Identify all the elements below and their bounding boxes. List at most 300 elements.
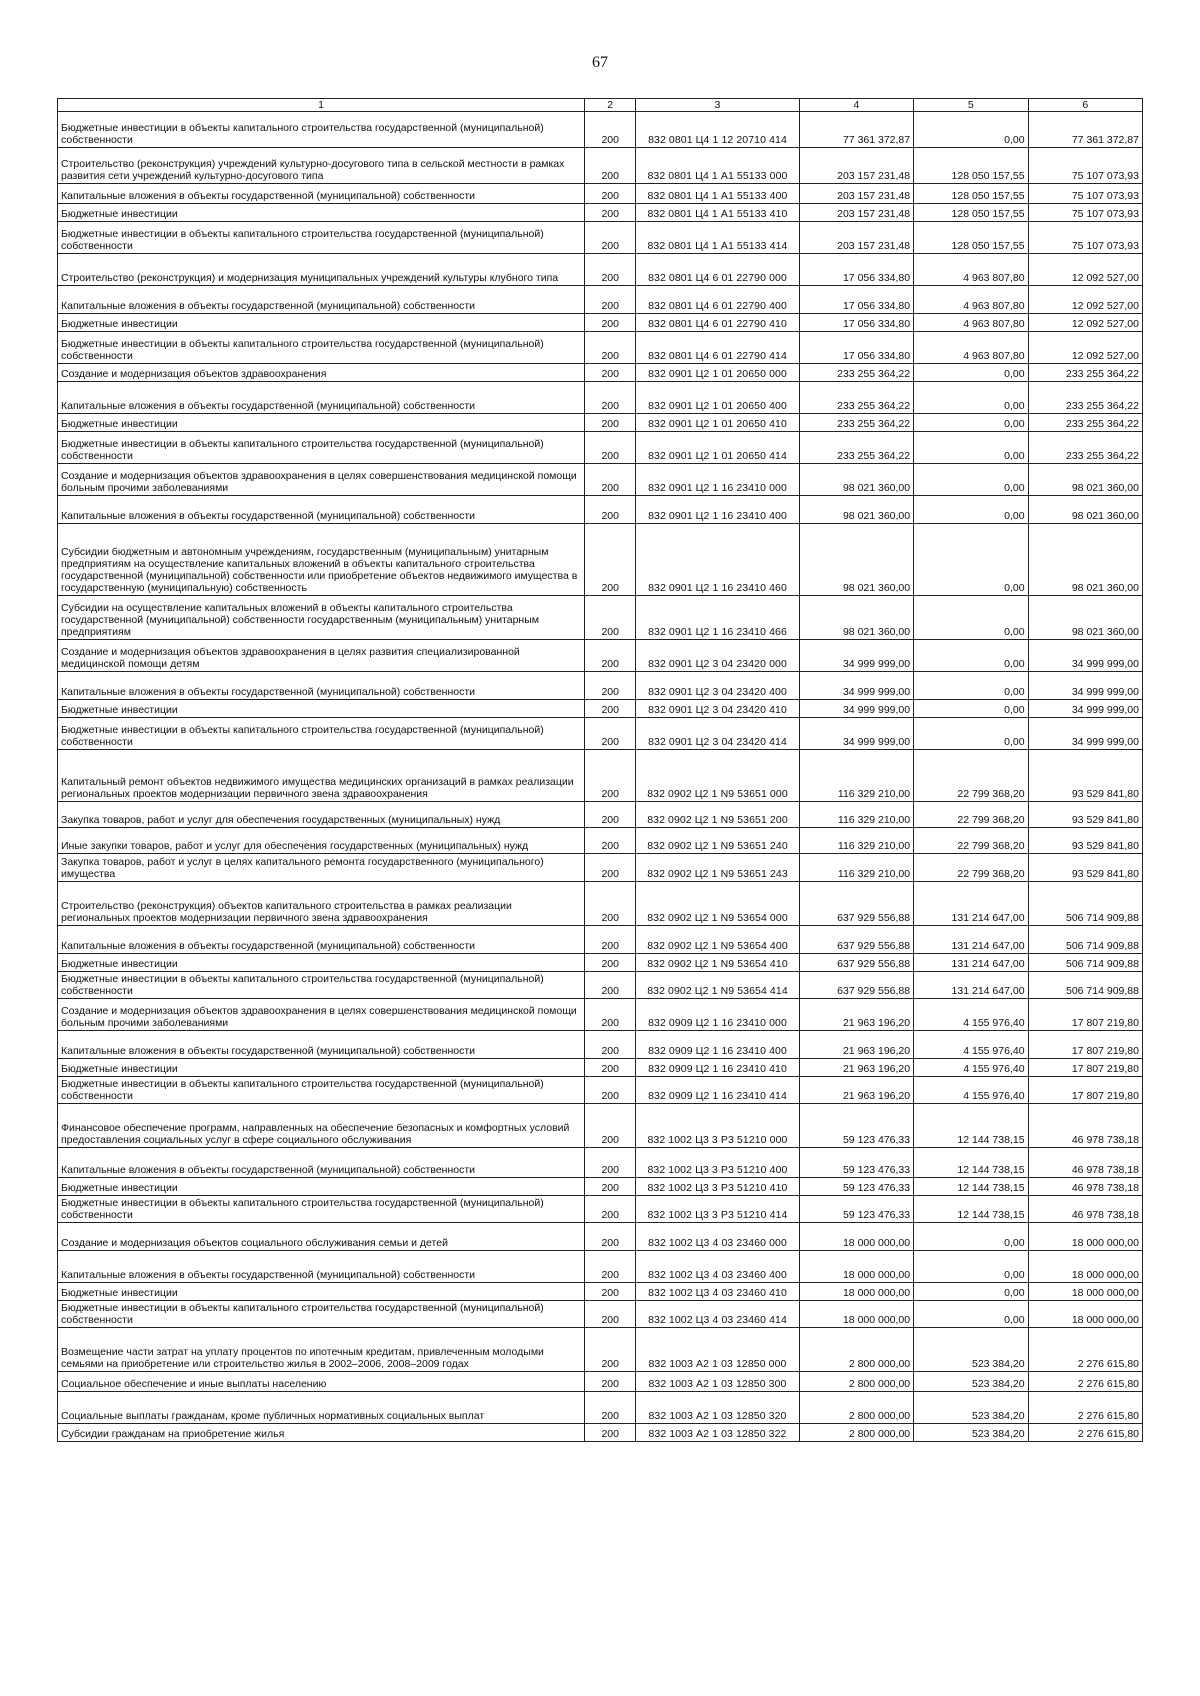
table-row <box>58 286 1143 314</box>
table-row <box>58 972 1143 999</box>
row-amount-col6: 233 255 364,22 <box>1028 364 1142 382</box>
row-amount-col5: 0,00 <box>914 700 1028 718</box>
row-amount-col4: 98 021 360,00 <box>799 524 913 596</box>
row-budget-code: 832 0909 Ц2 1 16 23410 410 <box>636 1059 799 1077</box>
row-admin-code: 200 <box>585 1077 636 1104</box>
row-name: Субсидии бюджетным и автономным учреждениям, государственным (муниципальным) унитарным предприятиям на осуществление капитальных вложений в объекты капитального строительства государственной (муниципальной) собственности или приобретение объектов недвижимого имущества в государственную (муниципальную) собственность <box>58 524 585 596</box>
row-amount-col4: 18 000 000,00 <box>799 1283 913 1301</box>
row-amount-col6: 93 529 841,80 <box>1028 802 1142 828</box>
row-budget-code: 832 0801 Ц4 1 А1 55133 400 <box>636 184 799 204</box>
row-amount-col6: 2 276 615,80 <box>1028 1328 1142 1372</box>
row-budget-code: 832 0901 Ц2 3 04 23420 000 <box>636 640 799 672</box>
row-admin-code: 200 <box>585 496 636 524</box>
row-amount-col4: 59 123 476,33 <box>799 1148 913 1178</box>
row-name: Строительство (реконструкция) и модернизация муниципальных учреждений культуры клубного типа <box>58 254 585 286</box>
row-name: Бюджетные инвестиции <box>58 700 585 718</box>
row-amount-col4: 77 361 372,87 <box>799 112 913 148</box>
row-amount-col6: 12 092 527,00 <box>1028 332 1142 364</box>
row-budget-code: 832 0902 Ц2 1 N9 53651 200 <box>636 802 799 828</box>
row-amount-col6: 93 529 841,80 <box>1028 828 1142 854</box>
row-budget-code: 832 0801 Ц4 1 А1 55133 414 <box>636 222 799 254</box>
row-amount-col5: 0,00 <box>914 596 1028 640</box>
row-amount-col6: 98 021 360,00 <box>1028 524 1142 596</box>
row-name: Бюджетные инвестиции <box>58 954 585 972</box>
row-amount-col5: 128 050 157,55 <box>914 184 1028 204</box>
row-admin-code: 200 <box>585 414 636 432</box>
row-amount-col4: 59 123 476,33 <box>799 1178 913 1196</box>
row-amount-col5: 22 799 368,20 <box>914 854 1028 882</box>
row-name: Бюджетные инвестиции в объекты капитального строительства государственной (муниципальной) собственности <box>58 332 585 364</box>
row-admin-code: 200 <box>585 524 636 596</box>
row-amount-col6: 17 807 219,80 <box>1028 1031 1142 1059</box>
row-name: Бюджетные инвестиции в объекты капитального строительства государственной (муниципальной) собственности <box>58 432 585 464</box>
row-budget-code: 832 0901 Ц2 1 01 20650 400 <box>636 382 799 414</box>
row-budget-code: 832 1002 Ц3 4 03 23460 414 <box>636 1301 799 1328</box>
row-amount-col6: 18 000 000,00 <box>1028 1283 1142 1301</box>
row-name: Капитальные вложения в объекты государственной (муниципальной) собственности <box>58 672 585 700</box>
row-amount-col6: 93 529 841,80 <box>1028 750 1142 802</box>
row-amount-col6: 46 978 738,18 <box>1028 1178 1142 1196</box>
row-budget-code: 832 0901 Ц2 3 04 23420 400 <box>636 672 799 700</box>
table-row <box>58 1301 1143 1328</box>
row-name: Социальные выплаты гражданам, кроме публичных нормативных социальных выплат <box>58 1392 585 1424</box>
row-amount-col5: 0,00 <box>914 382 1028 414</box>
row-amount-col5: 0,00 <box>914 718 1028 750</box>
row-budget-code: 832 0901 Ц2 3 04 23420 410 <box>636 700 799 718</box>
row-amount-col4: 17 056 334,80 <box>799 332 913 364</box>
row-budget-code: 832 1002 Ц3 4 03 23460 410 <box>636 1283 799 1301</box>
row-amount-col4: 2 800 000,00 <box>799 1424 913 1442</box>
row-admin-code: 200 <box>585 700 636 718</box>
row-amount-col5: 22 799 368,20 <box>914 750 1028 802</box>
row-admin-code: 200 <box>585 464 636 496</box>
table-row <box>58 524 1143 596</box>
row-amount-col5: 0,00 <box>914 496 1028 524</box>
row-amount-col4: 98 021 360,00 <box>799 464 913 496</box>
row-budget-code: 832 0801 Ц4 1 А1 55133 410 <box>636 204 799 222</box>
row-amount-col5: 0,00 <box>914 432 1028 464</box>
row-amount-col6: 17 807 219,80 <box>1028 1077 1142 1104</box>
row-amount-col6: 18 000 000,00 <box>1028 1251 1142 1283</box>
row-amount-col5: 4 155 976,40 <box>914 1077 1028 1104</box>
row-amount-col5: 4 963 807,80 <box>914 332 1028 364</box>
row-name: Создание и модернизация объектов здравоохранения в целях развития специализированной медицинской помощи детям <box>58 640 585 672</box>
row-amount-col5: 0,00 <box>914 414 1028 432</box>
table-row <box>58 414 1143 432</box>
row-amount-col4: 637 929 556,88 <box>799 954 913 972</box>
row-amount-col4: 34 999 999,00 <box>799 640 913 672</box>
row-name: Капитальные вложения в объекты государственной (муниципальной) собственности <box>58 1148 585 1178</box>
row-name: Строительство (реконструкция) объектов капитального строительства в рамках реализации региональных проектов модернизации первичного звена здравоохранения <box>58 882 585 926</box>
row-admin-code: 200 <box>585 1178 636 1196</box>
row-admin-code: 200 <box>585 1283 636 1301</box>
column-header: 4 <box>799 99 913 112</box>
row-admin-code: 200 <box>585 972 636 999</box>
row-budget-code: 832 0901 Ц2 1 16 23410 460 <box>636 524 799 596</box>
row-amount-col4: 116 329 210,00 <box>799 802 913 828</box>
table-row <box>58 432 1143 464</box>
table-row <box>58 204 1143 222</box>
row-amount-col6: 506 714 909,88 <box>1028 954 1142 972</box>
row-amount-col5: 128 050 157,55 <box>914 222 1028 254</box>
table-row <box>58 1059 1143 1077</box>
row-amount-col4: 18 000 000,00 <box>799 1223 913 1251</box>
row-amount-col4: 637 929 556,88 <box>799 882 913 926</box>
row-admin-code: 200 <box>585 112 636 148</box>
row-budget-code: 832 0902 Ц2 1 N9 53651 000 <box>636 750 799 802</box>
row-budget-code: 832 1002 Ц3 4 03 23460 000 <box>636 1223 799 1251</box>
page-number: 67 <box>592 54 608 71</box>
row-name: Бюджетные инвестиции в объекты капитального строительства государственной (муниципальной) собственности <box>58 972 585 999</box>
row-amount-col6: 12 092 527,00 <box>1028 286 1142 314</box>
table-row <box>58 854 1143 882</box>
table-row <box>58 640 1143 672</box>
row-name: Капитальные вложения в объекты государственной (муниципальной) собственности <box>58 184 585 204</box>
row-name: Бюджетные инвестиции в объекты капитального строительства государственной (муниципальной) собственности <box>58 1301 585 1328</box>
row-budget-code: 832 0801 Ц4 6 01 22790 000 <box>636 254 799 286</box>
row-amount-col5: 131 214 647,00 <box>914 882 1028 926</box>
row-amount-col5: 523 384,20 <box>914 1372 1028 1392</box>
row-amount-col4: 21 963 196,20 <box>799 1077 913 1104</box>
row-admin-code: 200 <box>585 1148 636 1178</box>
row-name: Бюджетные инвестиции <box>58 414 585 432</box>
row-amount-col6: 98 021 360,00 <box>1028 596 1142 640</box>
row-budget-code: 832 1002 Ц3 3 Р3 51210 410 <box>636 1178 799 1196</box>
row-name: Создание и модернизация объектов здравоохранения <box>58 364 585 382</box>
table-row <box>58 1283 1143 1301</box>
table-row <box>58 1104 1143 1148</box>
table-row <box>58 750 1143 802</box>
table-row <box>58 596 1143 640</box>
row-admin-code: 200 <box>585 954 636 972</box>
row-amount-col6: 75 107 073,93 <box>1028 204 1142 222</box>
column-header: 2 <box>585 99 636 112</box>
row-amount-col5: 4 155 976,40 <box>914 1031 1028 1059</box>
row-amount-col6: 233 255 364,22 <box>1028 382 1142 414</box>
row-amount-col5: 0,00 <box>914 364 1028 382</box>
table-row <box>58 148 1143 184</box>
row-budget-code: 832 0909 Ц2 1 16 23410 400 <box>636 1031 799 1059</box>
row-budget-code: 832 0801 Ц4 1 А1 55133 000 <box>636 148 799 184</box>
row-amount-col6: 46 978 738,18 <box>1028 1104 1142 1148</box>
row-budget-code: 832 1003 А2 1 03 12850 000 <box>636 1328 799 1372</box>
row-admin-code: 200 <box>585 1223 636 1251</box>
row-name: Финансовое обеспечение программ, направленных на обеспечение безопасных и комфортных условий предоставления социальных услуг в сфере социального обслуживания <box>58 1104 585 1148</box>
row-admin-code: 200 <box>585 1031 636 1059</box>
row-budget-code: 832 0902 Ц2 1 N9 53651 243 <box>636 854 799 882</box>
row-budget-code: 832 0902 Ц2 1 N9 53654 400 <box>636 926 799 954</box>
row-amount-col6: 233 255 364,22 <box>1028 414 1142 432</box>
table-row <box>58 1251 1143 1283</box>
row-name: Капитальные вложения в объекты государственной (муниципальной) собственности <box>58 1251 585 1283</box>
row-name: Капитальные вложения в объекты государственной (муниципальной) собственности <box>58 382 585 414</box>
row-budget-code: 832 0901 Ц2 3 04 23420 414 <box>636 718 799 750</box>
table-row <box>58 1372 1143 1392</box>
row-budget-code: 832 1002 Ц3 3 Р3 51210 414 <box>636 1196 799 1223</box>
row-name: Бюджетные инвестиции в объекты капитального строительства государственной (муниципальной) собственности <box>58 1077 585 1104</box>
column-number-row <box>58 99 1143 112</box>
table-row <box>58 314 1143 332</box>
row-amount-col5: 0,00 <box>914 640 1028 672</box>
table-row <box>58 184 1143 204</box>
row-amount-col4: 116 329 210,00 <box>799 750 913 802</box>
row-admin-code: 200 <box>585 750 636 802</box>
row-amount-col4: 21 963 196,20 <box>799 1031 913 1059</box>
row-amount-col6: 77 361 372,87 <box>1028 112 1142 148</box>
table-row <box>58 954 1143 972</box>
table-row <box>58 1392 1143 1424</box>
row-budget-code: 832 0801 Ц4 6 01 22790 410 <box>636 314 799 332</box>
row-name: Строительство (реконструкция) учреждений культурно-досугового типа в сельской местности в рамках развития сети учреждений культурно-досугового типа <box>58 148 585 184</box>
row-amount-col4: 637 929 556,88 <box>799 926 913 954</box>
row-budget-code: 832 0901 Ц2 1 16 23410 466 <box>636 596 799 640</box>
row-admin-code: 200 <box>585 596 636 640</box>
row-amount-col4: 116 329 210,00 <box>799 854 913 882</box>
row-amount-col4: 233 255 364,22 <box>799 382 913 414</box>
row-amount-col4: 34 999 999,00 <box>799 672 913 700</box>
row-admin-code: 200 <box>585 332 636 364</box>
row-amount-col6: 2 276 615,80 <box>1028 1392 1142 1424</box>
row-admin-code: 200 <box>585 672 636 700</box>
table-body <box>58 112 1143 1442</box>
row-amount-col5: 12 144 738,15 <box>914 1148 1028 1178</box>
row-budget-code: 832 1003 А2 1 03 12850 322 <box>636 1424 799 1442</box>
table-row <box>58 882 1143 926</box>
row-amount-col4: 34 999 999,00 <box>799 700 913 718</box>
row-budget-code: 832 1003 А2 1 03 12850 300 <box>636 1372 799 1392</box>
row-admin-code: 200 <box>585 1328 636 1372</box>
row-admin-code: 200 <box>585 1392 636 1424</box>
row-amount-col5: 22 799 368,20 <box>914 802 1028 828</box>
row-amount-col4: 21 963 196,20 <box>799 999 913 1031</box>
row-amount-col4: 2 800 000,00 <box>799 1392 913 1424</box>
row-amount-col4: 203 157 231,48 <box>799 148 913 184</box>
row-admin-code: 200 <box>585 184 636 204</box>
row-amount-col5: 0,00 <box>914 672 1028 700</box>
row-amount-col4: 233 255 364,22 <box>799 414 913 432</box>
row-budget-code: 832 1002 Ц3 4 03 23460 400 <box>636 1251 799 1283</box>
row-amount-col4: 98 021 360,00 <box>799 596 913 640</box>
column-header: 1 <box>58 99 585 112</box>
row-admin-code: 200 <box>585 314 636 332</box>
row-amount-col4: 203 157 231,48 <box>799 204 913 222</box>
table-row <box>58 464 1143 496</box>
table-row <box>58 718 1143 750</box>
row-budget-code: 832 0909 Ц2 1 16 23410 414 <box>636 1077 799 1104</box>
row-budget-code: 832 0801 Ц4 6 01 22790 414 <box>636 332 799 364</box>
table-row <box>58 254 1143 286</box>
row-name: Бюджетные инвестиции <box>58 1059 585 1077</box>
row-budget-code: 832 0901 Ц2 1 01 20650 000 <box>636 364 799 382</box>
table-row <box>58 332 1143 364</box>
row-amount-col5: 131 214 647,00 <box>914 954 1028 972</box>
row-amount-col6: 46 978 738,18 <box>1028 1196 1142 1223</box>
row-amount-col4: 18 000 000,00 <box>799 1251 913 1283</box>
row-name: Субсидии гражданам на приобретение жилья <box>58 1424 585 1442</box>
row-amount-col5: 0,00 <box>914 112 1028 148</box>
row-name: Капитальные вложения в объекты государственной (муниципальной) собственности <box>58 286 585 314</box>
table-row <box>58 1077 1143 1104</box>
row-amount-col4: 2 800 000,00 <box>799 1372 913 1392</box>
row-budget-code: 832 0901 Ц2 1 01 20650 414 <box>636 432 799 464</box>
table-row <box>58 496 1143 524</box>
row-amount-col4: 233 255 364,22 <box>799 364 913 382</box>
row-amount-col5: 4 963 807,80 <box>914 286 1028 314</box>
row-amount-col4: 233 255 364,22 <box>799 432 913 464</box>
row-admin-code: 200 <box>585 1372 636 1392</box>
row-name: Социальное обеспечение и иные выплаты населению <box>58 1372 585 1392</box>
row-admin-code: 200 <box>585 1301 636 1328</box>
table-row <box>58 1424 1143 1442</box>
row-amount-col4: 116 329 210,00 <box>799 828 913 854</box>
row-admin-code: 200 <box>585 882 636 926</box>
row-admin-code: 200 <box>585 382 636 414</box>
row-admin-code: 200 <box>585 1424 636 1442</box>
row-amount-col5: 0,00 <box>914 1301 1028 1328</box>
row-amount-col6: 17 807 219,80 <box>1028 1059 1142 1077</box>
row-amount-col4: 203 157 231,48 <box>799 184 913 204</box>
row-amount-col6: 34 999 999,00 <box>1028 718 1142 750</box>
row-budget-code: 832 0902 Ц2 1 N9 53654 414 <box>636 972 799 999</box>
row-budget-code: 832 0909 Ц2 1 16 23410 000 <box>636 999 799 1031</box>
row-name: Бюджетные инвестиции <box>58 314 585 332</box>
row-name: Бюджетные инвестиции <box>58 1178 585 1196</box>
row-amount-col4: 18 000 000,00 <box>799 1301 913 1328</box>
row-amount-col5: 4 155 976,40 <box>914 999 1028 1031</box>
row-amount-col6: 12 092 527,00 <box>1028 254 1142 286</box>
row-amount-col6: 98 021 360,00 <box>1028 464 1142 496</box>
row-name: Бюджетные инвестиции в объекты капитального строительства государственной (муниципальной) собственности <box>58 112 585 148</box>
table-row <box>58 999 1143 1031</box>
table-row <box>58 382 1143 414</box>
row-amount-col6: 98 021 360,00 <box>1028 496 1142 524</box>
row-amount-col5: 4 963 807,80 <box>914 254 1028 286</box>
row-name: Капитальные вложения в объекты государственной (муниципальной) собственности <box>58 496 585 524</box>
row-name: Иные закупки товаров, работ и услуг для обеспечения государственных (муниципальных) нужд <box>58 828 585 854</box>
row-amount-col6: 75 107 073,93 <box>1028 148 1142 184</box>
row-admin-code: 200 <box>585 802 636 828</box>
row-amount-col5: 128 050 157,55 <box>914 148 1028 184</box>
row-admin-code: 200 <box>585 286 636 314</box>
row-admin-code: 200 <box>585 432 636 464</box>
row-name: Закупка товаров, работ и услуг в целях капитального ремонта государственного (муниципального) имущества <box>58 854 585 882</box>
row-name: Создание и модернизация объектов здравоохранения в целях совершенствования медицинской помощи больным прочими заболеваниями <box>58 999 585 1031</box>
row-name: Возмещение части затрат на уплату процентов по ипотечным кредитам, привлеченным молодыми семьями на приобретение или строительство жилья в 2002–2006, 2008–2009 годах <box>58 1328 585 1372</box>
row-amount-col5: 131 214 647,00 <box>914 972 1028 999</box>
table-row <box>58 926 1143 954</box>
row-admin-code: 200 <box>585 718 636 750</box>
row-amount-col6: 75 107 073,93 <box>1028 184 1142 204</box>
row-admin-code: 200 <box>585 364 636 382</box>
row-name: Бюджетные инвестиции <box>58 204 585 222</box>
row-amount-col6: 2 276 615,80 <box>1028 1424 1142 1442</box>
table-row <box>58 828 1143 854</box>
row-admin-code: 200 <box>585 148 636 184</box>
row-amount-col5: 4 155 976,40 <box>914 1059 1028 1077</box>
row-amount-col5: 4 963 807,80 <box>914 314 1028 332</box>
row-budget-code: 832 0801 Ц4 1 12 20710 414 <box>636 112 799 148</box>
row-budget-code: 832 0901 Ц2 1 16 23410 000 <box>636 464 799 496</box>
row-amount-col5: 12 144 738,15 <box>914 1104 1028 1148</box>
row-budget-code: 832 0902 Ц2 1 N9 53654 000 <box>636 882 799 926</box>
row-amount-col5: 12 144 738,15 <box>914 1196 1028 1223</box>
row-amount-col6: 506 714 909,88 <box>1028 972 1142 999</box>
table-row <box>58 222 1143 254</box>
row-amount-col5: 523 384,20 <box>914 1392 1028 1424</box>
table-row <box>58 1178 1143 1196</box>
row-name: Бюджетные инвестиции в объекты капитального строительства государственной (муниципальной) собственности <box>58 718 585 750</box>
row-admin-code: 200 <box>585 828 636 854</box>
row-admin-code: 200 <box>585 254 636 286</box>
row-admin-code: 200 <box>585 999 636 1031</box>
row-name: Создание и модернизация объектов социального обслуживания семьи и детей <box>58 1223 585 1251</box>
row-name: Капитальные вложения в объекты государственной (муниципальной) собственности <box>58 1031 585 1059</box>
row-budget-code: 832 1003 А2 1 03 12850 320 <box>636 1392 799 1424</box>
row-amount-col5: 523 384,20 <box>914 1424 1028 1442</box>
row-name: Субсидии на осуществление капитальных вложений в объекты капитального строительства государственной (муниципальной) собственности государственным (муниципальным) унитарным предприятиям <box>58 596 585 640</box>
column-header: 6 <box>1028 99 1142 112</box>
row-amount-col5: 128 050 157,55 <box>914 204 1028 222</box>
row-amount-col4: 17 056 334,80 <box>799 254 913 286</box>
row-budget-code: 832 1002 Ц3 3 Р3 51210 400 <box>636 1148 799 1178</box>
table-row <box>58 1223 1143 1251</box>
row-amount-col4: 17 056 334,80 <box>799 314 913 332</box>
row-amount-col4: 17 056 334,80 <box>799 286 913 314</box>
row-amount-col6: 46 978 738,18 <box>1028 1148 1142 1178</box>
row-amount-col4: 34 999 999,00 <box>799 718 913 750</box>
row-admin-code: 200 <box>585 1196 636 1223</box>
row-name: Капитальный ремонт объектов недвижимого имущества медицинских организаций в рамках реализации региональных проектов модернизации первичного звена здравоохранения <box>58 750 585 802</box>
row-admin-code: 200 <box>585 1059 636 1077</box>
row-name: Бюджетные инвестиции в объекты капитального строительства государственной (муниципальной) собственности <box>58 1196 585 1223</box>
row-amount-col4: 98 021 360,00 <box>799 496 913 524</box>
row-amount-col6: 233 255 364,22 <box>1028 432 1142 464</box>
column-header: 5 <box>914 99 1028 112</box>
column-header: 3 <box>636 99 799 112</box>
row-budget-code: 832 0801 Ц4 6 01 22790 400 <box>636 286 799 314</box>
table-row <box>58 364 1143 382</box>
row-budget-code: 832 0901 Ц2 1 01 20650 410 <box>636 414 799 432</box>
row-admin-code: 200 <box>585 222 636 254</box>
row-amount-col5: 12 144 738,15 <box>914 1178 1028 1196</box>
row-name: Создание и модернизация объектов здравоохранения в целях совершенствования медицинской помощи больным прочими заболеваниями <box>58 464 585 496</box>
row-amount-col4: 59 123 476,33 <box>799 1196 913 1223</box>
row-amount-col5: 131 214 647,00 <box>914 926 1028 954</box>
row-name: Закупка товаров, работ и услуг для обеспечения государственных (муниципальных) нужд <box>58 802 585 828</box>
row-amount-col6: 17 807 219,80 <box>1028 999 1142 1031</box>
budget-table <box>57 98 1143 1442</box>
row-amount-col5: 0,00 <box>914 464 1028 496</box>
table-row <box>58 802 1143 828</box>
row-budget-code: 832 0902 Ц2 1 N9 53654 410 <box>636 954 799 972</box>
row-amount-col4: 2 800 000,00 <box>799 1328 913 1372</box>
table-row <box>58 672 1143 700</box>
row-admin-code: 200 <box>585 926 636 954</box>
row-amount-col4: 203 157 231,48 <box>799 222 913 254</box>
row-budget-code: 832 0902 Ц2 1 N9 53651 240 <box>636 828 799 854</box>
row-amount-col6: 18 000 000,00 <box>1028 1223 1142 1251</box>
row-admin-code: 200 <box>585 854 636 882</box>
row-name: Бюджетные инвестиции <box>58 1283 585 1301</box>
row-amount-col6: 93 529 841,80 <box>1028 854 1142 882</box>
row-amount-col4: 59 123 476,33 <box>799 1104 913 1148</box>
table-row <box>58 700 1143 718</box>
row-admin-code: 200 <box>585 1104 636 1148</box>
table-row <box>58 1031 1143 1059</box>
row-budget-code: 832 0901 Ц2 1 16 23410 400 <box>636 496 799 524</box>
row-amount-col5: 22 799 368,20 <box>914 828 1028 854</box>
row-amount-col6: 34 999 999,00 <box>1028 640 1142 672</box>
